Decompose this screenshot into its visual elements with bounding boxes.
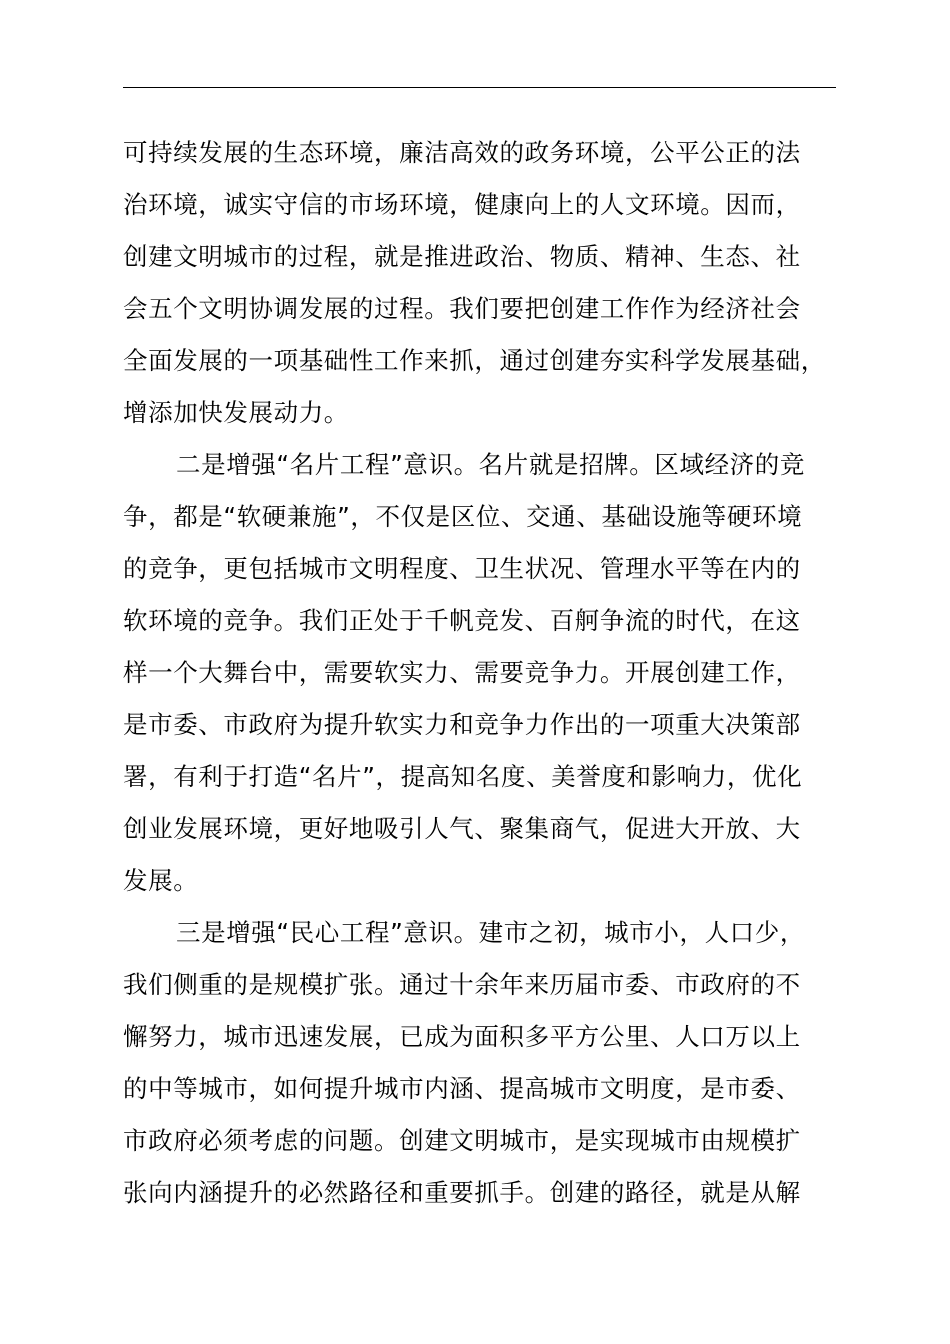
text-line: 是市委、市政府为提升软实力和竞争力作出的一项重大决策部	[123, 710, 801, 739]
text-line: 市政府必须考虑的问题。创建文明城市，是实现城市由规模扩	[123, 1126, 801, 1155]
text-line: 样一个大舞台中，需要软实力、需要竞争力。开展创建工作，	[123, 658, 801, 687]
header-rule	[123, 87, 836, 88]
text-line: 张向内涵提升的必然路径和重要抓手。创建的路径，就是从解	[123, 1178, 801, 1207]
text-line: 创业发展环境，更好地吸引人气、聚集商气，促进大开放、大	[123, 814, 801, 843]
text-line: 软环境的竞争。我们正处于千帆竞发、百舸争流的时代，在这	[123, 606, 801, 635]
paragraph-continuation	[123, 131, 883, 443]
text-line: 的中等城市，如何提升城市内涵、提高城市文明度，是市委、	[123, 1074, 801, 1103]
text-line: 署，有利于打造“名片”，提高知名度、美誉度和影响力，优化	[123, 762, 803, 791]
text-line: 懈努力，城市迅速发展，已成为面积多平方公里、人口万以上	[123, 1022, 801, 1051]
text-line: 我们侧重的是规模扩张。通过十余年来历届市委、市政府的不	[123, 970, 801, 999]
text-line: 治环境，诚实守信的市场环境，健康向上的人文环境。因而，	[123, 190, 801, 219]
text-line: 会五个文明协调发展的过程。我们要把创建工作作为经济社会	[123, 294, 801, 323]
text-line: 全面发展的一项基础性工作来抓，通过创建夯实科学发展基础，	[123, 346, 826, 375]
text-line: 可持续发展的生态环境，廉洁高效的政务环境，公平公正的法	[123, 138, 801, 167]
text-line: 争，都是“软硬兼施”，不仅是区位、交通、基础设施等硬环境	[123, 502, 803, 531]
text-line: 二是增强“名片工程”意识。名片就是招牌。区域经济的竞	[176, 450, 805, 479]
text-line: 创建文明城市的过程，就是推进政治、物质、精神、生态、社	[123, 242, 801, 271]
text-line: 的竞争，更包括城市文明程度、卫生状况、管理水平等在内的	[123, 554, 801, 583]
paragraph-public-welfare	[123, 911, 883, 1223]
paragraph-business-card	[123, 443, 883, 911]
text-line: 三是增强“民心工程”意识。建市之初，城市小，人口少，	[176, 918, 805, 947]
document-body	[123, 131, 883, 1223]
text-line: 增添加快发展动力。	[123, 398, 349, 427]
text-line: 发展。	[123, 866, 199, 895]
